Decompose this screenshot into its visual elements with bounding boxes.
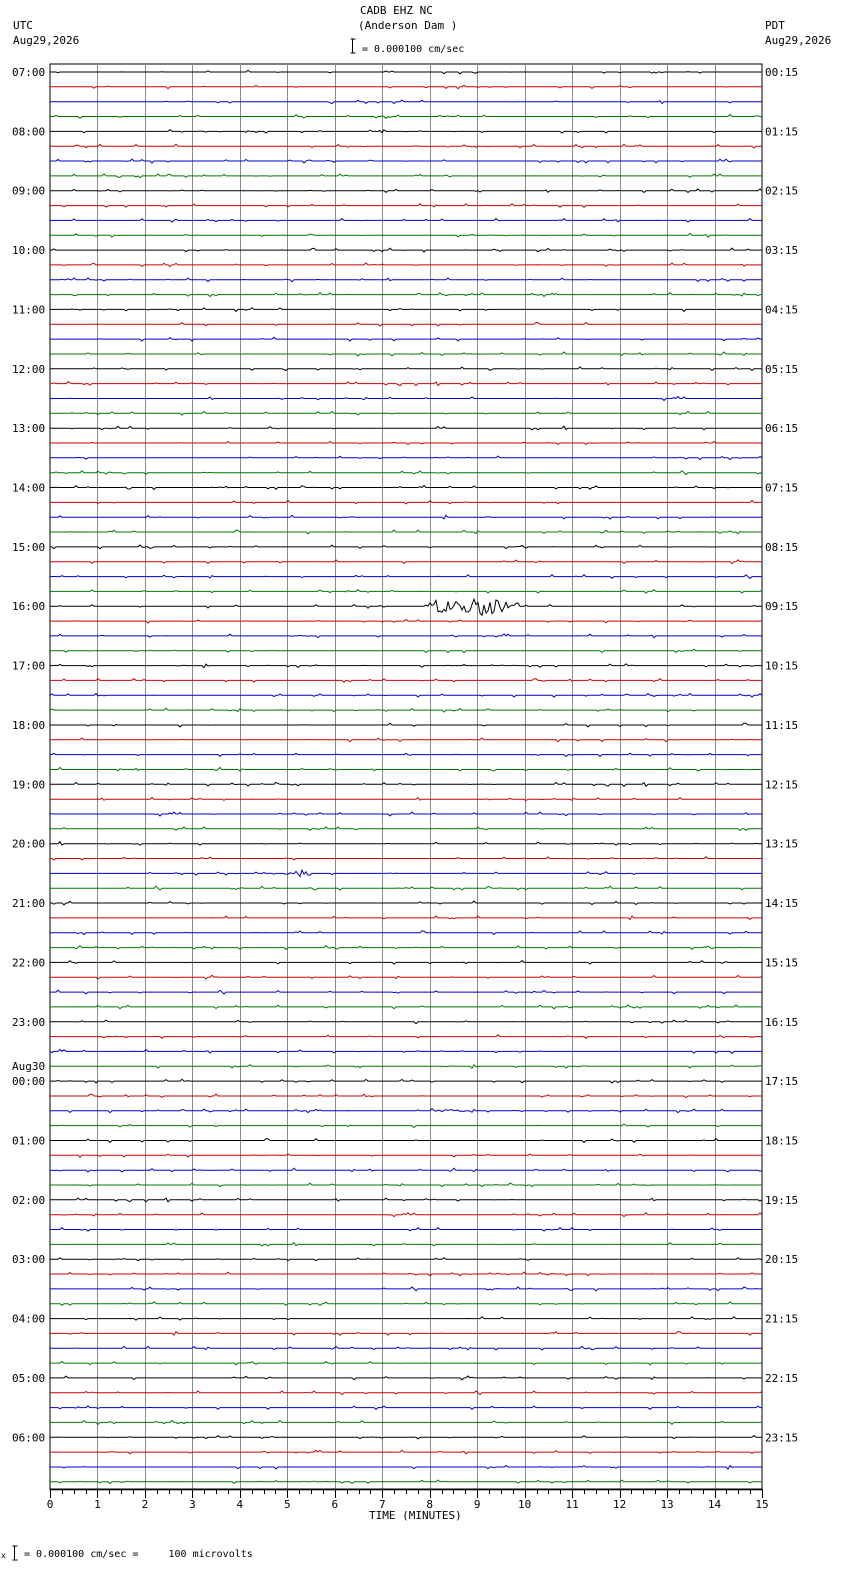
- seismic-trace: [50, 1317, 762, 1320]
- seismic-trace: [50, 352, 762, 356]
- seismic-trace: [50, 870, 762, 876]
- seismic-trace: [50, 1065, 762, 1069]
- seismic-trace: [50, 337, 762, 341]
- time-axis: [47, 1489, 769, 1511]
- seismic-trace: [50, 456, 762, 460]
- seismic-trace: [50, 322, 762, 326]
- seismic-trace: [50, 782, 762, 786]
- seismic-trace: [50, 1109, 762, 1113]
- seismic-trace: [50, 1050, 762, 1054]
- seismic-trace: [50, 545, 762, 549]
- x-tick-label: 14: [707, 1498, 722, 1511]
- seismic-trace: [50, 1258, 762, 1261]
- trace-group: [50, 70, 762, 1483]
- seismic-trace: [50, 159, 762, 163]
- seismic-trace: [50, 1361, 762, 1364]
- seismic-trace: [50, 590, 762, 594]
- left-timezone: UTC: [13, 19, 33, 32]
- pdt-hour-label: 01:15: [765, 125, 799, 139]
- seismic-trace: [50, 931, 762, 935]
- seismic-trace: [50, 560, 762, 564]
- x-tick-label: 1: [94, 1498, 101, 1511]
- seismic-trace: [50, 308, 762, 312]
- seismic-trace: [50, 486, 762, 490]
- left-date: Aug29,2026: [13, 34, 80, 47]
- pdt-hour-label: 03:15: [765, 244, 799, 258]
- seismic-trace: [50, 708, 762, 712]
- seismic-trace: [50, 515, 762, 519]
- pdt-hour-label: 14:15: [765, 897, 799, 911]
- seismic-trace: [50, 1035, 762, 1039]
- x-tick-label: 4: [236, 1498, 244, 1511]
- seismic-trace: [50, 1228, 762, 1232]
- utc-hour-label: 10:00: [12, 244, 46, 258]
- seismic-trace: [50, 130, 762, 133]
- pdt-hour-label: 12:15: [765, 778, 799, 792]
- x-tick-label: 2: [141, 1498, 149, 1511]
- utc-hour-label: 05:00: [12, 1371, 46, 1385]
- site-name: (Anderson Dam ): [358, 19, 458, 32]
- utc-hour-label: 17:00: [12, 659, 46, 673]
- seismic-trace: [50, 946, 762, 950]
- pdt-hour-label: 16:15: [765, 1015, 799, 1029]
- station-title: CADB EHZ NC: [360, 4, 433, 17]
- seismic-trace: [50, 842, 762, 845]
- seismic-trace: [50, 1376, 762, 1380]
- x-tick-label: 3: [189, 1498, 196, 1511]
- seismic-trace: [50, 248, 762, 252]
- seismic-trace: [50, 634, 762, 638]
- utc-hour-label: 14:00: [12, 481, 46, 495]
- x-tick-label: 9: [473, 1498, 481, 1511]
- seismic-trace: [50, 426, 762, 430]
- x-tick-label: 0: [46, 1498, 54, 1511]
- utc-hour-label: 07:00: [12, 66, 46, 79]
- seismic-trace: [50, 1287, 762, 1291]
- footer-scale-label: = 0.000100 cm/sec = 100 microvolts: [24, 1549, 253, 1560]
- seismic-trace: [50, 961, 762, 965]
- seismic-trace: [50, 1421, 762, 1425]
- plot-frame: [50, 64, 762, 1490]
- seismic-trace: [50, 1332, 762, 1336]
- seismic-trace: [50, 471, 762, 475]
- seismic-trace: [50, 293, 762, 297]
- seismic-trace: [50, 575, 762, 579]
- seismic-trace: [50, 278, 762, 282]
- x-tick-label: 8: [426, 1498, 434, 1511]
- x-tick-label: 10: [518, 1498, 532, 1511]
- pdt-hour-label: 13:15: [765, 837, 799, 851]
- seismic-trace: [50, 1020, 762, 1024]
- seismic-trace: [50, 886, 762, 890]
- x-tick-label: 5: [284, 1498, 291, 1511]
- seismic-trace: [50, 219, 762, 223]
- utc-hour-label: 00:00: [12, 1075, 46, 1089]
- utc-hour-label: 01:00: [12, 1134, 46, 1148]
- seismic-trace: [50, 1302, 762, 1306]
- seismic-trace: [50, 382, 762, 386]
- seismic-trace: [50, 1466, 762, 1470]
- seismic-trace: [50, 738, 762, 742]
- pdt-hour-label: 08:15: [765, 540, 799, 554]
- utc-hour-label: 20:00: [12, 837, 46, 851]
- pdt-hour-label: 09:15: [765, 600, 799, 614]
- seismic-trace: [50, 753, 762, 756]
- seismic-trace: [50, 694, 762, 698]
- x-tick-label: 6: [331, 1498, 339, 1511]
- seismic-trace: [50, 797, 762, 800]
- seismic-trace: [50, 442, 762, 445]
- seismic-trace: [50, 263, 762, 267]
- pdt-hour-label: 23:15: [765, 1431, 799, 1445]
- seismic-trace: [50, 901, 762, 905]
- seismic-trace: [50, 1094, 762, 1098]
- pdt-hour-label: 02:15: [765, 184, 799, 198]
- pdt-hour-label: 04:15: [765, 303, 799, 317]
- pdt-hour-label: 07:15: [765, 481, 799, 495]
- seismic-trace: [50, 530, 762, 534]
- x-tick-label: 7: [378, 1498, 386, 1511]
- utc-hour-label: 16:00: [12, 600, 46, 614]
- utc-date-change-label: Aug30: [12, 1060, 46, 1074]
- seismic-trace: [50, 1435, 762, 1439]
- seismic-trace: [50, 1213, 762, 1217]
- seismic-trace: [50, 1139, 762, 1143]
- hour-label-group: [12, 66, 798, 1444]
- seismic-trace: [50, 620, 762, 624]
- pdt-hour-label: 17:15: [765, 1075, 799, 1089]
- seismic-trace: [50, 1198, 762, 1202]
- seismic-trace: [50, 100, 762, 103]
- right-timezone: PDT: [765, 19, 785, 32]
- seismic-trace: [50, 1391, 762, 1395]
- seismic-trace: [50, 916, 762, 920]
- seismic-trace: [50, 1272, 762, 1276]
- pdt-hour-label: 06:15: [765, 422, 799, 436]
- footer-scale-prefix: x: [1, 1551, 6, 1560]
- plot-grid: [50, 64, 762, 1490]
- seismic-trace: [50, 1242, 762, 1246]
- seismic-trace: [50, 768, 762, 772]
- seismic-trace: [50, 397, 762, 401]
- pdt-hour-label: 18:15: [765, 1134, 799, 1148]
- x-tick-label: 11: [565, 1498, 579, 1511]
- pdt-hour-label: 11:15: [765, 718, 799, 732]
- pdt-hour-label: 21:15: [765, 1312, 799, 1326]
- seismic-trace: [50, 812, 762, 816]
- utc-hour-label: 12:00: [12, 362, 46, 376]
- seismic-trace: [50, 649, 762, 652]
- pdt-hour-label: 10:15: [765, 659, 799, 673]
- seismic-trace: [50, 827, 762, 831]
- utc-hour-label: 15:00: [12, 540, 46, 554]
- seismic-trace: [50, 1168, 762, 1172]
- utc-hour-label: 13:00: [12, 422, 46, 436]
- utc-hour-label: 21:00: [12, 897, 46, 911]
- utc-hour-label: 23:00: [12, 1015, 46, 1029]
- utc-hour-label: 09:00: [12, 184, 46, 198]
- utc-hour-label: 02:00: [12, 1193, 46, 1207]
- seismic-trace: [50, 1124, 762, 1128]
- utc-hour-label: 18:00: [12, 718, 46, 732]
- seismic-trace: [50, 189, 762, 193]
- seismic-trace: [50, 115, 762, 119]
- seismic-trace: [50, 70, 762, 74]
- scale-label: = 0.000100 cm/sec: [362, 44, 465, 55]
- seismic-trace: [50, 599, 762, 615]
- seismic-trace: [50, 1079, 762, 1083]
- seismic-trace: [50, 1005, 762, 1009]
- pdt-hour-label: 15:15: [765, 956, 799, 970]
- seismic-trace: [50, 990, 762, 994]
- utc-hour-label: 22:00: [12, 956, 46, 970]
- x-tick-label: 15: [755, 1498, 769, 1511]
- seismic-trace: [50, 1154, 762, 1157]
- utc-hour-label: 06:00: [12, 1431, 46, 1445]
- seismic-trace: [50, 1183, 762, 1187]
- seismic-trace: [50, 233, 762, 237]
- seismic-trace: [50, 367, 762, 371]
- seismic-trace: [50, 1346, 762, 1350]
- seismic-trace: [50, 664, 762, 668]
- pdt-hour-label: 22:15: [765, 1371, 799, 1385]
- seismic-trace: [50, 501, 762, 504]
- pdt-hour-label: 05:15: [765, 362, 799, 376]
- seismic-trace: [50, 975, 762, 979]
- pdt-hour-label: 00:15: [765, 66, 799, 79]
- utc-hour-label: 11:00: [12, 303, 46, 317]
- seismic-trace: [50, 1450, 762, 1454]
- pdt-hour-label: 20:15: [765, 1253, 799, 1267]
- utc-hour-label: 08:00: [12, 125, 46, 139]
- seismic-trace: [50, 174, 762, 178]
- seismic-trace: [50, 144, 762, 148]
- x-axis-title: TIME (MINUTES): [369, 1509, 462, 1522]
- seismic-trace: [50, 723, 762, 727]
- seismic-trace: [50, 1480, 762, 1484]
- x-tick-label: 13: [660, 1498, 674, 1511]
- seismic-trace: [50, 1406, 762, 1410]
- utc-hour-label: 04:00: [12, 1312, 46, 1326]
- seismic-trace: [50, 411, 762, 415]
- seismic-trace: [50, 679, 762, 683]
- seismic-trace: [50, 204, 762, 208]
- utc-hour-label: 19:00: [12, 778, 46, 792]
- utc-hour-label: 03:00: [12, 1253, 46, 1267]
- seismic-trace: [50, 857, 762, 860]
- seismic-trace: [50, 85, 762, 88]
- x-tick-label: 12: [612, 1498, 627, 1511]
- right-date: Aug29,2026: [765, 34, 832, 47]
- pdt-hour-label: 19:15: [765, 1193, 799, 1207]
